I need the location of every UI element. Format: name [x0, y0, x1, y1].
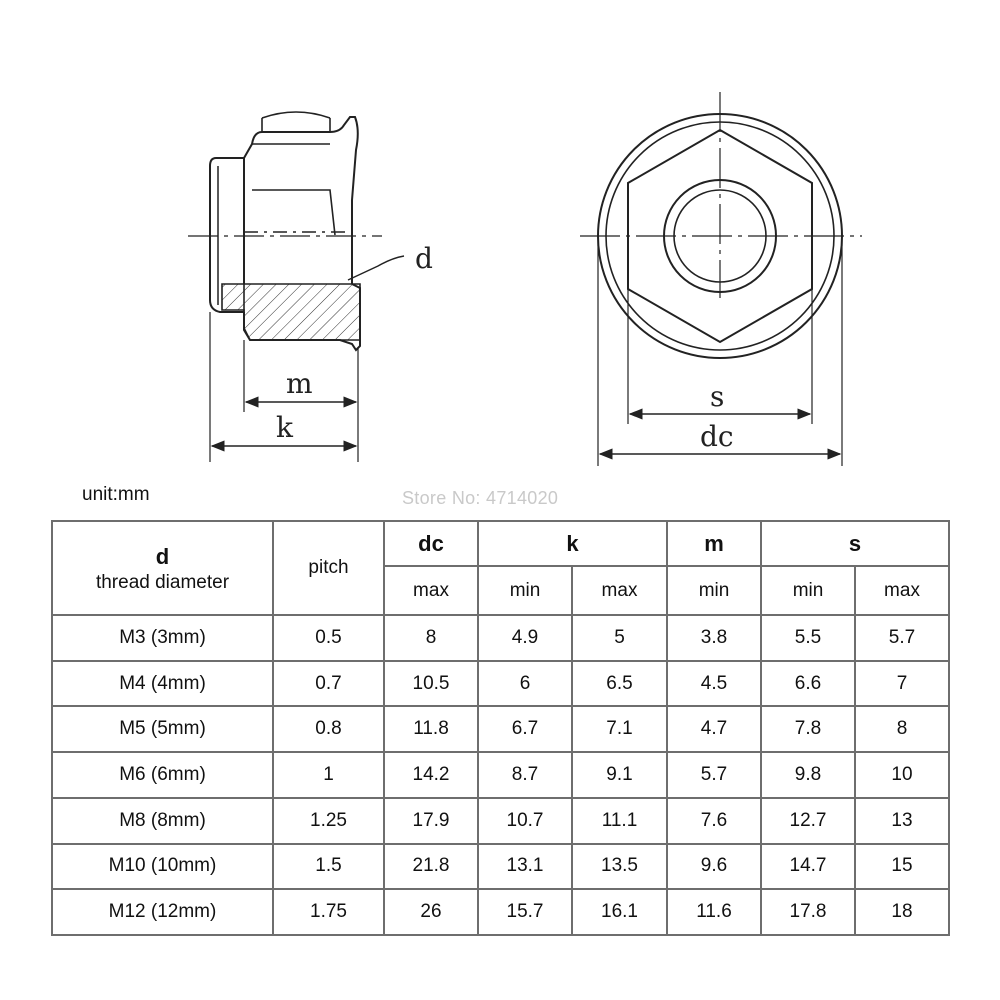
unit-label: unit:mm: [82, 484, 150, 505]
cell-s-max: 13: [855, 798, 949, 844]
cell-k-min: 6.7: [478, 706, 572, 752]
cell-k-max: 5: [572, 615, 667, 661]
header-s-max: max: [855, 566, 949, 615]
header-k: k: [478, 521, 667, 566]
header-m-min: min: [667, 566, 761, 615]
hex-body-outline: [244, 117, 358, 284]
header-d-sub: thread diameter: [95, 572, 230, 593]
store-watermark: Store No: 4714020: [402, 488, 559, 508]
cell-d: M10 (10mm): [52, 844, 273, 890]
cell-s-min: 7.8: [761, 706, 855, 752]
cell-s-min: 6.6: [761, 661, 855, 707]
cell-s-max: 5.7: [855, 615, 949, 661]
cell-pitch: 1: [273, 752, 384, 798]
cell-m-min: 11.6: [667, 889, 761, 935]
cell-s-max: 18: [855, 889, 949, 935]
cell-pitch: 1.5: [273, 844, 384, 890]
header-k-min: min: [478, 566, 572, 615]
cell-m-min: 9.6: [667, 844, 761, 890]
cell-k-min: 4.9: [478, 615, 572, 661]
cell-k-min: 8.7: [478, 752, 572, 798]
cell-dc-max: 26: [384, 889, 478, 935]
cell-k-min: 10.7: [478, 798, 572, 844]
cell-s-min: 5.5: [761, 615, 855, 661]
cell-s-max: 10: [855, 752, 949, 798]
cell-pitch: 0.7: [273, 661, 384, 707]
cell-dc-max: 21.8: [384, 844, 478, 890]
cell-m-min: 7.6: [667, 798, 761, 844]
cell-k-max: 9.1: [572, 752, 667, 798]
table-row: [52, 798, 949, 844]
label-m: m: [286, 367, 313, 400]
header-k-max: max: [572, 566, 667, 615]
cell-pitch: 1.25: [273, 798, 384, 844]
cell-s-min: 12.7: [761, 798, 855, 844]
cell-k-min: 13.1: [478, 844, 572, 890]
cell-d: M6 (6mm): [52, 752, 273, 798]
cell-k-min: 6: [478, 661, 572, 707]
cell-dc-max: 11.8: [384, 706, 478, 752]
cell-k-min: 15.7: [478, 889, 572, 935]
header-pitch: pitch: [273, 521, 384, 615]
label-dc: dc: [700, 420, 734, 453]
cell-k-max: 6.5: [572, 661, 667, 707]
cell-d: M4 (4mm): [52, 661, 273, 707]
cell-k-max: 16.1: [572, 889, 667, 935]
header-m: m: [667, 521, 761, 566]
cell-m-min: 5.7: [667, 752, 761, 798]
header-s: s: [761, 521, 949, 566]
table-row: [52, 889, 949, 935]
cell-dc-max: 8: [384, 615, 478, 661]
header-dc: dc: [384, 521, 478, 566]
cell-m-min: 3.8: [667, 615, 761, 661]
cell-pitch: 0.8: [273, 706, 384, 752]
table-row: [52, 706, 949, 752]
cell-k-max: 13.5: [572, 844, 667, 890]
cell-s-max: 15: [855, 844, 949, 890]
cell-k-max: 11.1: [572, 798, 667, 844]
label-k: k: [276, 411, 293, 444]
cell-d: M12 (12mm): [52, 889, 273, 935]
cell-d: M8 (8mm): [52, 798, 273, 844]
cell-dc-max: 17.9: [384, 798, 478, 844]
cell-d: M3 (3mm): [52, 615, 273, 661]
cell-k-max: 7.1: [572, 706, 667, 752]
dimension-table: [51, 520, 950, 936]
label-s: s: [710, 380, 725, 413]
cell-s-max: 7: [855, 661, 949, 707]
header-dc-max: max: [384, 566, 478, 615]
cell-s-min: 9.8: [761, 752, 855, 798]
cell-dc-max: 14.2: [384, 752, 478, 798]
header-d: d: [155, 544, 170, 569]
cell-pitch: 1.75: [273, 889, 384, 935]
header-thread-diameter: [52, 521, 273, 615]
cell-dc-max: 10.5: [384, 661, 478, 707]
cell-d: M5 (5mm): [52, 706, 273, 752]
cell-s-max: 8: [855, 706, 949, 752]
cell-pitch: 0.5: [273, 615, 384, 661]
table-row: [52, 844, 949, 890]
side-view: [188, 112, 404, 462]
header-s-min: min: [761, 566, 855, 615]
table-row: [52, 615, 949, 661]
cell-m-min: 4.7: [667, 706, 761, 752]
label-d: d: [415, 242, 433, 275]
cell-m-min: 4.5: [667, 661, 761, 707]
nut-technical-drawing: [0, 0, 1000, 480]
table-row: [52, 752, 949, 798]
cell-s-min: 17.8: [761, 889, 855, 935]
cell-s-min: 14.7: [761, 844, 855, 890]
table-row: [52, 661, 949, 707]
